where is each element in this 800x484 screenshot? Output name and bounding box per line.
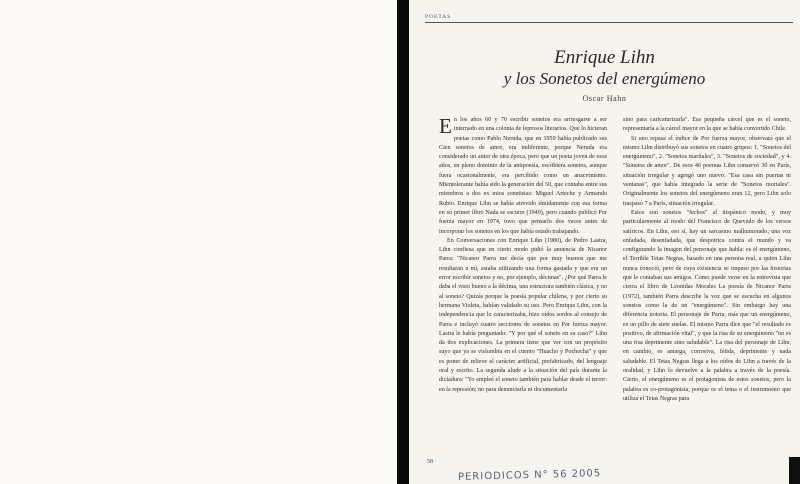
article-title: Enrique Lihn — [554, 47, 655, 68]
article-page — [409, 0, 800, 484]
paragraph: sino para caricaturizarla". Esa pequeña cárcel que es el soneto, representaría a la cárcel mayor en la que se había convertido Chile. — [623, 117, 791, 133]
left-blank-page — [0, 0, 397, 484]
running-head: POETAS — [425, 14, 793, 23]
article-author: Oscar Hahn — [582, 94, 627, 103]
text-column-right — [623, 116, 791, 452]
paragraph: En Conversaciones con Enrique Lihn (1980), de Pedro Lastra, Lihn confiesa que en cierto modo pidió la anuencia de Nicanor Parra: "Nicanor Parra me decía que por muy buenos que me resultaran a mí, estaba utilizando una forma gastada y que era un error escribir sonetos y no, por ejemplo, décimas". ¿Por qué Parra le daba el visto bueno a la décima, una estructura también clásica, y no al soneto? Quizás porque la poesía popular chilena, y por cierto su hermana Violeta, habían validado su uso. Pero Enrique Lihn, con la independencia que lo caracterizaba, hizo oídos sordos al consejo de Parra e incluyó cuatro secciones de sonetos en Por fuerza mayor. Lastra le había preguntado: "Y por qué el soneto en su caso?" Lihn da dos explicaciones. La primera tiene que ver con un propósito suyo que ya se vislumbra en el cuento "Huacho y Pochocha" y que es poner de relieve el carácter artificial, prefabricado, del lenguaje oral y escrito. La segunda alude a la situación del país durante la dictadura: "Yo empleé el soneto también para hablar desde el terror: en la represión; no para denunciarla ni documentarla — [439, 237, 607, 393]
book-gutter — [397, 0, 409, 484]
paragraph: Si uno repasa el índice de Por fuerza mayor, observará que el mismo Lihn distribuyó sus sonetos en cuatro grupos: 1. "Sonetos del energúmeno", 2. "Sonetos marítales", 3. "Sonetos de sociedad", y 4. "Sonetos de amor". De esos 46 poemas Lihn conservó 30 en París, situación irregular y agregó uno nuevo: "Esa casa sin puertas ni ventanas", que había integrado la serie de "Sonetos mortales". Originalmente los sonetos del energúmeno eran 12, pero Lihn solo traspasó 7 a París, situación irregular. — [623, 135, 791, 207]
paragraph-text: n los años 60 y 70 escribir sonetos era arriesgarse a ser internado en una colonia de leprosos literarios. Que lo hicieran poetas como Pablo Neruda, que en 1959 había publicado sus Cien sonetos de amor, era indiferente, porque Neruda era considerado un autor de otra época, pero que un poeta joven de esos años, en pleno dominio de la antipoesía, escribiera sonetos, aunque fuera ocasionalmente, era percibido como un anacronismo. Mientolerante había sido la generación del 50, que contaba entre sus miembros a dos ex mios sonetistas: Miguel Arteche y Armando Rubio. Enrique Lihn se había atrevido tímidamente con esa forma en su primer libro Nada se escurre (1949), pero cuando publicó Por fuerza mayor en 1974, tuvo que pensarlo dos veces antes de incorporar los sonetos en los que había estado trabajando. — [439, 117, 607, 235]
text-column-left — [439, 116, 607, 452]
page-number: 58 — [427, 459, 433, 465]
handwritten-note: PERIODICOS N° 56 2005 — [457, 468, 602, 483]
paragraph: Estos son sonetos "fechos" al itispánico modo, y muy particularmente al modo del Francisco de Quevedo de los versos satíricos. En Lihn, eso sí, hay un sarcasmo malhumorado; una voz enfadada, desenfadada, que despotrica contra el mundo y va configurando la imagen del personaje que habla: es el energúmeno, el Terrible Tetas Negras, basado en una persona real, a quien Lihn nunca conoció, pero de cuya existencia se impuso por las historias que le contaban sus amigos. Como puede verse en la entrevista que cierra el libro de Leonidas Morales La poesía de Nicanor Parra (1972), también Parra describe la voz que se escucha en algunos sonetos como la de un "energúmeno". Sin embargo hay una diferencia notoria. El personaje de Parra, más que un energúmeno, es un pillo de siete suelas. El mismo Parra dice que "el resultado es positivo, de afirmación vital", y que la risa de su energúmeno "no es una risa deprimente sino saludable". La risa del personaje de Lihn, en cambio, es amarga, corrosiva, fétida, deprimente y nada saludable. El Tetas Negras llega a los oídos de Lihn a través de la oralidad, y Lihn lo devuelve a la palabra a través de la poesía. Cierto, el energúmeno es el protagonista de estos sonetos, pero la palabra es co-protagonista, porque es el tema o el instrumento que utiliza el Tetas Negras para — [623, 209, 791, 402]
article-subtitle: y los Sonetos del energúmeno — [503, 69, 706, 88]
paragraph — [439, 116, 607, 237]
drop-cap: E — [439, 114, 452, 138]
scan-edge-mark — [789, 457, 800, 484]
